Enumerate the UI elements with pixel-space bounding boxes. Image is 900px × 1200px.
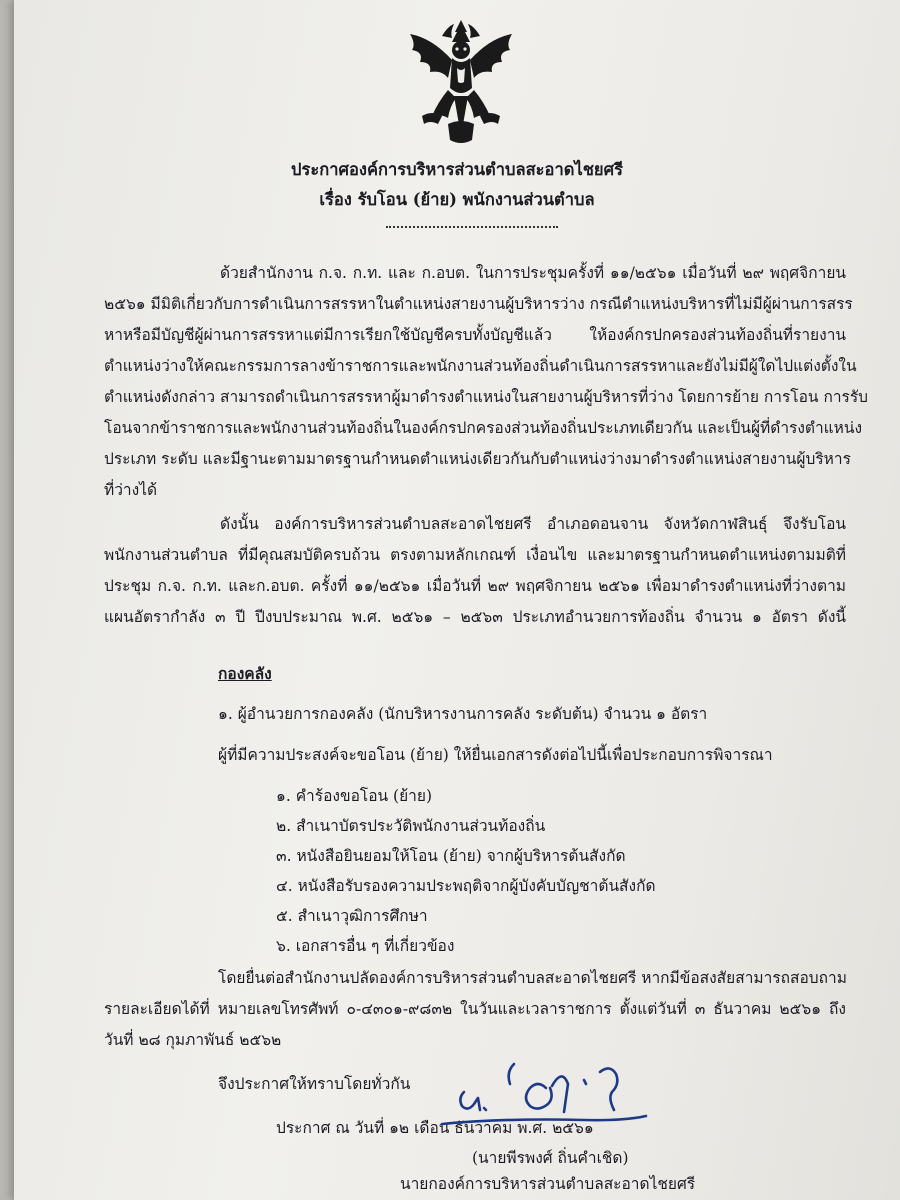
documents-intro: ผู้ที่มีความประสงค์จะขอโอน (ย้าย) ให้ยื่นเอกสารดังต่อไปนี้เพื่อประกอบการพิจารณา — [218, 746, 773, 764]
para1-line: หาหรือมีบัญชีผู้ผ่านการสรรหาแต่มีการเรียกใช้บัญชีครบทั้งบัญชีแล้ว ให้องค์กรปกครองส่วนท้องถิ่นที่รายงาน — [104, 326, 846, 344]
handwritten-signature — [434, 1058, 674, 1134]
para1-line: ตำแหน่งว่างให้คณะกรรมการลางข้าราชการและพนักงานส่วนท้องถิ่นดำเนินการสรรหาและยังไม่มีผู้ใดไปแต่งตั้งใน — [104, 357, 857, 375]
para1-line: โอนจากข้าราชการและพนักงานส่วนท้องถิ่นในองค์กรปกครองส่วนท้องถิ่นประเภทเดียวกัน และเป็นผู้ที่ดำรงตำแหน่ง — [104, 419, 863, 437]
document-item: ๓. หนังสือยินยอมให้โอน (ย้าย) จากผู้บริหารต้นสังกัด — [276, 847, 626, 865]
document-item: ๒. สำเนาบัตรประวัติพนักงานส่วนท้องถิ่น — [276, 817, 546, 835]
para1-line: ที่ว่างได้ — [104, 481, 158, 499]
document-item: ๕. สำเนาวุฒิการศึกษา — [276, 907, 428, 925]
para2-line: ดังนั้น องค์การบริหารส่วนตำบลสะอาดไชยศรี อำเภอดอนจาน จังหวัดกาฬสินธุ์ จึงรับโอน — [220, 515, 846, 533]
document-item: ๔. หนังสือรับรองความประพฤติจากผู้บังคับบัญชาต้นสังกัด — [276, 877, 656, 895]
document-page — [14, 0, 900, 1200]
contact-line: วันที่ ๒๘ กุมภาพันธ์ ๒๕๖๒ — [104, 1031, 282, 1049]
para2-line: แผนอัตรากำลัง ๓ ปี ปีงบประมาณ พ.ศ. ๒๕๖๑ – ๒๕๖๓ ประเภทอำนวยการท้องถิ่น จำนวน ๑ อัตรา ดังนี้ — [104, 608, 846, 626]
para2-line: ประชุม ก.จ. ก.ท. และก.อบต. ครั้งที่ ๑๑/๒๕๖๑ เมื่อวันที่ ๒๙ พฤศจิกายน ๒๕๖๑ เพื่อมาดำรงตำแหน่งที่ว่างตาม — [104, 577, 846, 595]
position-item: ๑. ผู้อำนวยการกองคลัง (นักบริหารงานการคลัง ระดับต้น) จำนวน ๑ อัตรา — [218, 705, 708, 723]
contact-line: รายละเอียดได้ที่ หมายเลขโทรศัพท์ ๐-๔๓๐๑-๙๘๓๒ ในวันและเวลาราชการ ตั้งแต่วันที่ ๓ ธันวาคม ๒๕๖๑ ถึง — [104, 1000, 846, 1018]
signer-title: นายกองค์การบริหารส่วนตำบลสะอาดไชยศรี — [400, 1175, 696, 1193]
document-item: ๑. คำร้องขอโอน (ย้าย) — [276, 787, 432, 805]
announcement-date: ประกาศ ณ วันที่ ๑๒ เดือน ธันวาคม พ.ศ. ๒๕๖๑ — [276, 1119, 594, 1137]
para1-line: ประเภท ระดับ และมีฐานะตามมาตรฐานกำหนดตำแหน่งเดียวกันกับตำแหน่งว่างมาดำรงตำแหน่งสายงานผู้บริหาร — [104, 450, 851, 468]
closing-statement: จึงประกาศให้ทราบโดยทั่วกัน — [218, 1075, 411, 1093]
garuda-emblem-icon — [402, 18, 520, 146]
title-divider — [386, 226, 558, 228]
para2-line: พนักงานส่วนตำบล ที่มีคุณสมบัติครบถ้วน ตรงตามหลักเกณฑ์ เงื่อนไข และมาตรฐานกำหนดตำแหน่งตามมติที่ — [104, 546, 846, 564]
announcement-title: ประกาศองค์การบริหารส่วนตำบลสะอาดไชยศรี — [291, 160, 623, 179]
signer-name: (นายพีรพงศ์ ถิ่นคำเชิด) — [472, 1149, 629, 1167]
para1-line: ด้วยสำนักงาน ก.จ. ก.ท. และ ก.อบต. ในการประชุมครั้งที่ ๑๑/๒๕๖๑ เมื่อวันที่ ๒๙ พฤศจิกายน — [220, 264, 846, 282]
para1-line: ๒๕๖๑ มีมิติเกี่ยวกับการดำเนินการสรรหาในตำแหน่งสายงานผู้บริหารว่าง กรณีตำแหน่งบริหารที่ไม่มีผู้ผ่านการสรร — [104, 295, 853, 313]
document-item: ๖. เอกสารอื่น ๆ ที่เกี่ยวข้อง — [276, 937, 455, 955]
announcement-subject: เรื่อง รับโอน (ย้าย) พนักงานส่วนตำบล — [319, 190, 595, 209]
contact-line: โดยยื่นต่อสำนักงานปลัดองค์การบริหารส่วนตำบลสะอาดไชยศรี หากมีข้อสงสัยสามารถสอบถาม — [218, 969, 847, 987]
para1-line: ตำแหน่งดังกล่าว สามารถดำเนินการสรรหาผู้มาดำรงตำแหน่งในสายงานผู้บริหารที่ว่าง โดยการย้าย การโอน การรับ — [104, 388, 869, 406]
section-title: กองคลัง — [218, 664, 272, 683]
